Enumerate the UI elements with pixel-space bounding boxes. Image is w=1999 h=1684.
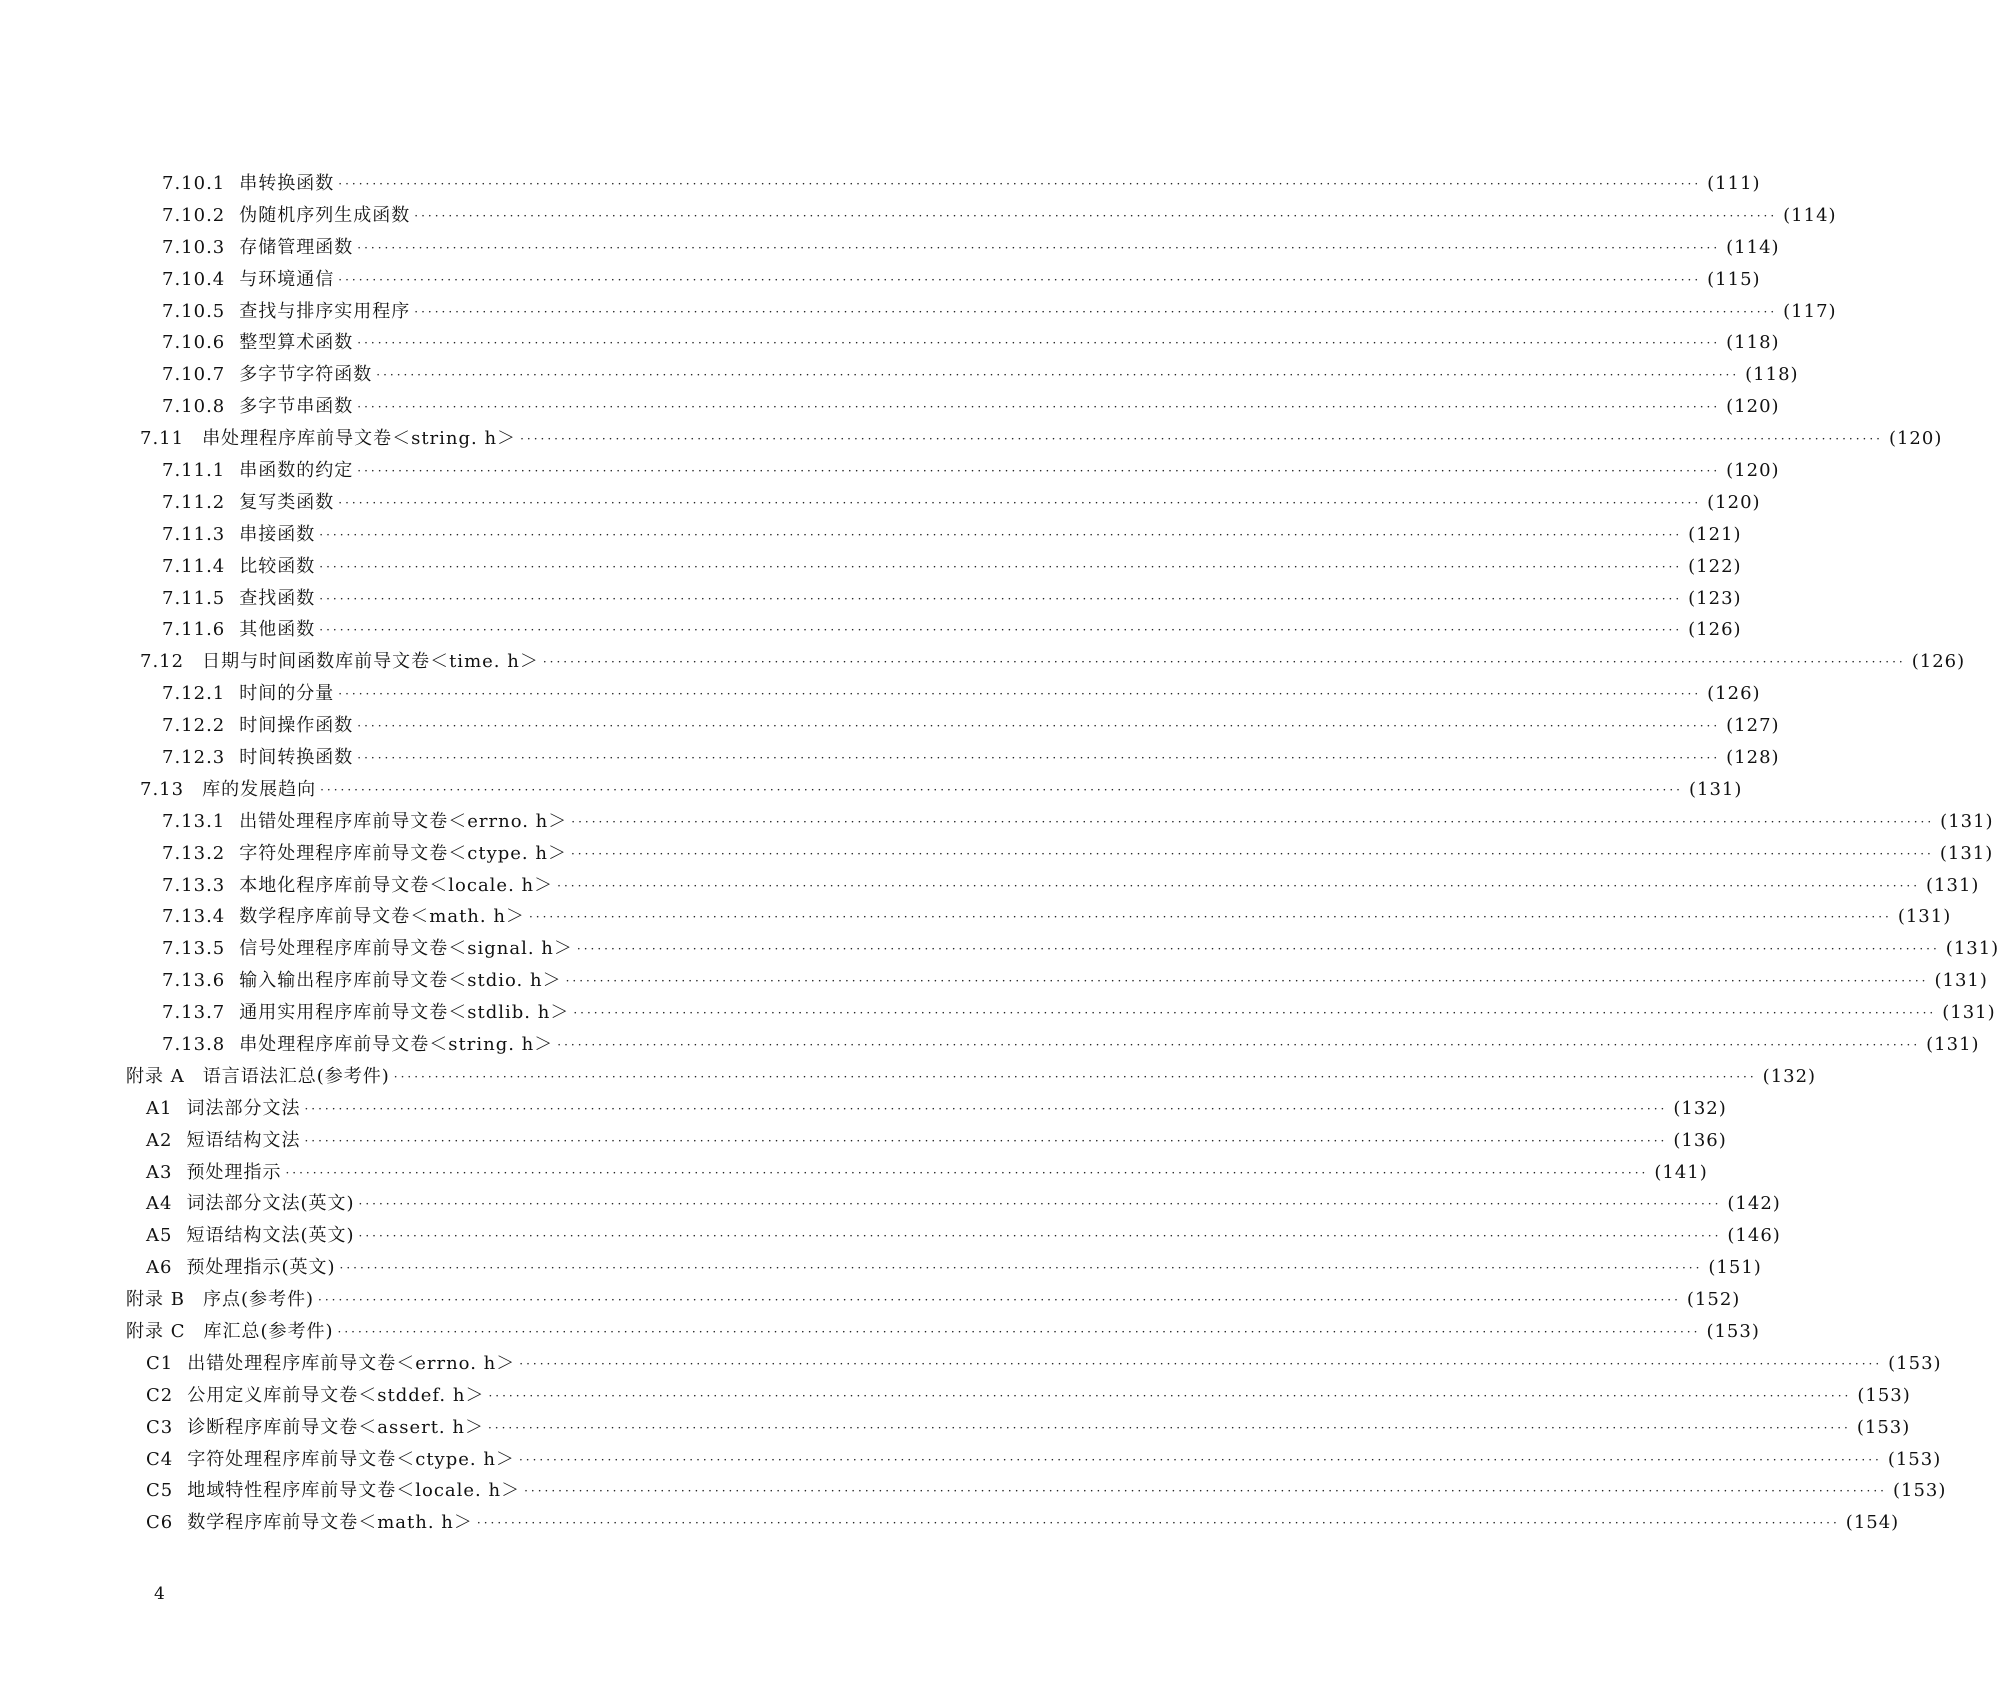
toc-entry-page: (153) [1888, 1352, 1942, 1374]
toc-entry-page: (122) [1688, 555, 1742, 577]
dot-leader: ········································································································································································································ [319, 559, 1683, 574]
toc-entry [0, 264, 1761, 296]
toc-entry-number: 7.13.2 [162, 842, 226, 864]
toc-entry-title: 信号处理程序库前导文卷＜signal. h＞ [239, 938, 573, 960]
toc-entry-page: (141) [1654, 1161, 1708, 1183]
dot-leader: ········································································································································································································ [414, 208, 1778, 223]
toc-entry-number: 7.11.5 [162, 587, 226, 609]
toc-entry-number: 附录 A [126, 1065, 185, 1087]
dot-leader: ········································································································································································································ [476, 1516, 1840, 1531]
toc-entry-number: 7.12.3 [162, 746, 226, 768]
toc-entry-page: (126) [1688, 619, 1742, 641]
toc-entry-number: C1 [146, 1352, 174, 1374]
toc-entry [0, 1125, 1727, 1157]
toc-entry-number: 7.13 [140, 778, 185, 800]
toc-entry-title: 串转换函数 [239, 172, 335, 194]
toc-entry-page: (120) [1707, 491, 1761, 513]
toc-entry-page: (111) [1707, 172, 1761, 194]
dot-leader: ········································································································································································································ [357, 750, 1721, 765]
toc-entry-title: 库汇总(参考件) [203, 1321, 334, 1342]
dot-leader: ········································································································································································································ [576, 942, 1940, 957]
dot-leader: ········································································································································································································ [337, 1325, 1701, 1339]
toc-entry [0, 806, 1994, 838]
toc-entry-number: 7.11.1 [162, 459, 226, 481]
toc-entry-title: 与环境通信 [239, 268, 335, 290]
toc-entry [0, 933, 1999, 965]
toc-entry [0, 997, 1996, 1029]
dot-leader: ········································································································································································································ [528, 910, 1892, 925]
dot-leader: ········································································································································································································ [338, 176, 1702, 191]
toc-entry-page: (126) [1707, 683, 1761, 705]
toc-entry-title: 时间转换函数 [239, 746, 354, 768]
dot-leader: ········································································································································································································ [414, 304, 1778, 319]
toc-entry-page: (154) [1845, 1512, 1900, 1534]
dot-leader: ········································································································································································································ [358, 1229, 1722, 1244]
dot-leader: ········································································································································································································ [524, 1484, 1887, 1499]
toc-entry-title: 串函数的约定 [239, 459, 354, 481]
toc-entry-page: (114) [1783, 204, 1837, 226]
dot-leader: ········································································································································································································ [565, 974, 1929, 989]
toc-entry [0, 391, 1780, 423]
toc-entry-number: 附录 C [126, 1321, 186, 1342]
toc-entry-number: 7.11.3 [162, 523, 226, 545]
toc-entry [0, 1316, 1760, 1348]
toc-entry-title: 伪随机序列生成函数 [239, 204, 411, 226]
toc-entry [0, 232, 1780, 264]
toc-entry [0, 965, 1988, 997]
toc-entry-page: (153) [1856, 1416, 1911, 1438]
toc-entry-number: 7.12 [140, 651, 185, 673]
toc-entry-page: (131) [1942, 1002, 1996, 1024]
dot-leader: ········································································································································································································ [357, 336, 1721, 351]
toc-entry-title: 短语结构文法(英文) [186, 1225, 355, 1247]
toc-entry-page: (128) [1726, 746, 1780, 768]
dot-leader: ········································································································································································································ [318, 1293, 1681, 1308]
dot-leader: ········································································································································································································ [519, 1356, 1883, 1371]
toc-entry [0, 901, 1952, 933]
toc-entry-title: 串处理程序库前导文卷＜string. h＞ [202, 428, 517, 450]
toc-entry [0, 1029, 1980, 1061]
toc-entry-title: 出错处理程序库前导文卷＜errno. h＞ [187, 1352, 516, 1374]
toc-entry-number: 7.10.3 [162, 236, 226, 258]
toc-entry-number: C5 [146, 1480, 174, 1502]
toc-entry-page: (131) [1926, 874, 1980, 896]
toc-entry-number: 7.13.3 [162, 874, 226, 896]
toc-entry-title: 地域特性程序库前导文卷＜locale. h＞ [187, 1480, 521, 1502]
toc-entry [0, 1157, 1708, 1189]
toc-entry-number: A6 [146, 1257, 173, 1279]
toc-entry-page: (153) [1706, 1321, 1760, 1342]
toc-entry-number: 7.13.8 [162, 1033, 226, 1055]
toc-entry [0, 1507, 1900, 1539]
toc-entry [0, 327, 1780, 359]
toc-entry-page: (131) [1940, 810, 1994, 832]
toc-entry-title: 时间操作函数 [239, 715, 354, 737]
toc-entry-page: (120) [1726, 396, 1780, 418]
page-number: 4 [154, 1584, 165, 1604]
toc-entry-number: 7.10.1 [162, 172, 226, 194]
dot-leader: ········································································································································································································ [338, 272, 1702, 287]
toc-entry [0, 1252, 1762, 1284]
dot-leader: ········································································································································································································ [304, 1133, 1668, 1148]
toc-entry-number: 7.11.4 [162, 555, 226, 577]
toc-entry-title: 语言语法汇总(参考件) [202, 1065, 390, 1087]
dot-leader: ········································································································································································································ [319, 591, 1683, 606]
dot-leader: ········································································································································································································ [393, 1069, 1757, 1084]
dot-leader: ········································································································································································································ [542, 655, 1906, 670]
toc-entry-page: (153) [1887, 1448, 1942, 1470]
toc-entry-title: 输入输出程序库前导文卷＜stdio. h＞ [239, 970, 562, 992]
toc-entry-number: 附录 B [126, 1289, 185, 1311]
dot-leader: ········································································································································································································ [520, 432, 1883, 447]
toc-entry [0, 519, 1742, 551]
toc-entry [0, 487, 1761, 519]
toc-entry-page: (131) [1688, 778, 1743, 800]
toc-entry-page: (153) [1857, 1384, 1911, 1406]
toc-entry [0, 455, 1780, 487]
toc-entry-title: 数学程序库前导文卷＜math. h＞ [239, 906, 525, 928]
toc-entry-number: A5 [146, 1225, 173, 1247]
toc-entry-title: 存储管理函数 [239, 236, 354, 258]
toc-entry-page: (131) [1939, 842, 1994, 864]
toc-entry-number: 7.13.4 [162, 906, 226, 928]
toc-entry [0, 168, 1761, 200]
toc-entry-title: 通用实用程序库前导文卷＜stdlib. h＞ [239, 1002, 570, 1024]
toc-entry-title: 词法部分文法 [186, 1097, 301, 1119]
dot-leader: ········································································································································································································ [518, 1452, 1882, 1467]
dot-leader: ········································································································································································································ [358, 1197, 1722, 1212]
dot-leader: ········································································································································································································ [570, 846, 1934, 861]
toc-entry [0, 1093, 1727, 1125]
toc-entry-page: (120) [1726, 459, 1780, 481]
toc-entry-number: A2 [146, 1129, 173, 1151]
toc-entry-page: (153) [1892, 1480, 1947, 1502]
dot-leader: ········································································································································································································ [285, 1165, 1649, 1180]
toc-entry [0, 1476, 1947, 1508]
toc-entry [0, 1412, 1911, 1444]
toc-entry-number: 7.13.1 [162, 810, 226, 832]
toc-entry-page: (118) [1745, 364, 1799, 386]
dot-leader: ········································································································································································································ [320, 782, 1683, 797]
toc-entry-number: A3 [146, 1161, 173, 1183]
toc-entry [0, 551, 1742, 583]
toc-entry-page: (118) [1726, 332, 1780, 354]
dot-leader: ········································································································································································································ [357, 719, 1721, 734]
toc-entry [0, 742, 1780, 774]
toc-entry-number: 7.10.5 [162, 300, 226, 322]
toc-entry-number: A1 [146, 1097, 173, 1119]
toc-entry-title: 日期与时间函数库前导文卷＜time. h＞ [202, 651, 539, 673]
toc-entry-page: (127) [1726, 715, 1780, 737]
toc-entry-title: 预处理指示 [186, 1161, 282, 1183]
dot-leader: ········································································································································································································ [487, 1420, 1851, 1435]
toc-entry-page: (146) [1727, 1225, 1781, 1247]
toc-entry [0, 1189, 1781, 1221]
toc-entry [0, 1284, 1741, 1316]
toc-entry-page: (132) [1762, 1065, 1817, 1087]
toc-entry-page: (132) [1673, 1097, 1727, 1119]
toc-entry-title: 多字节串函数 [239, 396, 354, 418]
toc-entry-number: A4 [146, 1193, 173, 1215]
dot-leader: ········································································································································································································ [488, 1388, 1852, 1403]
toc-entry [0, 200, 1837, 232]
toc-entry-number: 7.11.2 [162, 491, 226, 513]
dot-leader: ········································································································································································································ [357, 463, 1721, 478]
toc-entry [0, 1348, 1942, 1380]
toc-entry-number: 7.13.7 [162, 1002, 226, 1024]
toc-entry-title: 数学程序库前导文卷＜math. h＞ [187, 1512, 473, 1534]
toc-entry [0, 678, 1761, 710]
toc-entry-title: 查找与排序实用程序 [239, 300, 411, 322]
toc-entry-title: 词法部分文法(英文) [186, 1193, 355, 1215]
toc-entry-title: 复写类函数 [239, 491, 335, 513]
dot-leader: ········································································································································································································ [319, 623, 1683, 638]
toc-entry-number: 7.10.6 [162, 332, 226, 354]
toc-entry-title: 整型算术函数 [239, 332, 354, 354]
toc-entry-page: (131) [1945, 938, 1999, 960]
toc-entry-number: C4 [146, 1448, 174, 1470]
dot-leader: ········································································································································································································ [338, 495, 1702, 510]
toc-entry-page: (121) [1688, 523, 1742, 545]
dot-leader: ········································································································································································································ [557, 878, 1921, 893]
toc-entry-title: 诊断程序库前导文卷＜assert. h＞ [187, 1416, 484, 1438]
toc-entry-title: 字符处理程序库前导文卷＜ctype. h＞ [239, 842, 567, 864]
toc-entry [0, 1380, 1911, 1412]
toc-entry [0, 1061, 1817, 1093]
dot-leader: ········································································································································································································ [376, 368, 1740, 383]
toc-entry-title: 预处理指示(英文) [186, 1257, 336, 1279]
toc-entry-title: 多字节字符函数 [239, 364, 373, 386]
dot-leader: ········································································································································································································ [357, 240, 1721, 255]
toc-entry-page: (131) [1897, 906, 1952, 928]
toc-entry [0, 296, 1837, 328]
table-of-contents [0, 168, 1999, 1539]
toc-entry-title: 出错处理程序库前导文卷＜errno. h＞ [239, 810, 568, 832]
toc-entry-title: 查找函数 [239, 587, 316, 609]
toc-entry-title: 本地化程序库前导文卷＜locale. h＞ [239, 874, 554, 896]
toc-entry [0, 646, 1966, 678]
toc-entry-number: 7.10.4 [162, 268, 226, 290]
toc-entry-page: (142) [1727, 1193, 1781, 1215]
toc-entry-page: (123) [1688, 587, 1742, 609]
dot-leader: ········································································································································································································ [357, 400, 1721, 415]
toc-entry-number: 7.11.6 [162, 619, 226, 641]
toc-entry-page: (114) [1726, 236, 1780, 258]
toc-entry-title: 序点(参考件) [202, 1289, 314, 1311]
dot-leader: ········································································································································································································ [573, 1006, 1937, 1021]
toc-entry-page: (136) [1673, 1129, 1727, 1151]
toc-entry-title: 公用定义库前导文卷＜stddef. h＞ [187, 1384, 485, 1406]
toc-entry-number: C2 [146, 1384, 174, 1406]
toc-entry-number: 7.12.2 [162, 715, 226, 737]
toc-entry-page: (152) [1686, 1289, 1741, 1311]
toc-entry-page: (151) [1708, 1257, 1762, 1279]
toc-entry-title: 其他函数 [239, 619, 316, 641]
toc-entry-number: 7.11 [140, 428, 185, 450]
toc-entry-number: C6 [146, 1512, 174, 1534]
toc-entry-page: (120) [1888, 428, 1943, 450]
toc-entry [0, 774, 1743, 806]
dot-leader: ········································································································································································································ [338, 687, 1702, 702]
toc-entry-page: (115) [1707, 268, 1761, 290]
toc-entry [0, 710, 1780, 742]
toc-entry-title: 串处理程序库前导文卷＜string. h＞ [239, 1033, 554, 1055]
dot-leader: ········································································································································································································ [571, 814, 1935, 829]
toc-entry-number: 7.10.2 [162, 204, 226, 226]
toc-entry [0, 614, 1742, 646]
toc-entry [0, 1220, 1781, 1252]
toc-entry-title: 串接函数 [239, 523, 316, 545]
toc-entry-number: 7.13.6 [162, 970, 226, 992]
toc-entry-page: (131) [1934, 970, 1988, 992]
toc-entry-title: 字符处理程序库前导文卷＜ctype. h＞ [187, 1448, 515, 1470]
toc-entry-page: (131) [1926, 1033, 1980, 1055]
toc-entry [0, 1444, 1942, 1476]
toc-entry-number: 7.10.8 [162, 396, 226, 418]
dot-leader: ········································································································································································································ [319, 527, 1683, 542]
toc-entry-number: C3 [146, 1416, 174, 1438]
dot-leader: ········································································································································································································ [557, 1037, 1921, 1052]
toc-entry-title: 时间的分量 [239, 683, 335, 705]
toc-entry-number: 7.12.1 [162, 683, 226, 705]
toc-entry [0, 359, 1799, 391]
dot-leader: ········································································································································································································ [339, 1261, 1703, 1276]
toc-entry [0, 423, 1943, 455]
toc-entry-page: (126) [1911, 651, 1966, 673]
toc-entry [0, 870, 1980, 902]
toc-entry-title: 比较函数 [239, 555, 316, 577]
toc-entry [0, 583, 1742, 615]
toc-entry-number: 7.13.5 [162, 938, 226, 960]
toc-entry-page: (117) [1783, 300, 1837, 322]
toc-entry-title: 库的发展趋向 [202, 778, 317, 800]
dot-leader: ········································································································································································································ [304, 1101, 1668, 1116]
toc-entry-title: 短语结构文法 [186, 1129, 301, 1151]
toc-entry-number: 7.10.7 [162, 364, 226, 386]
toc-entry [0, 838, 1994, 870]
